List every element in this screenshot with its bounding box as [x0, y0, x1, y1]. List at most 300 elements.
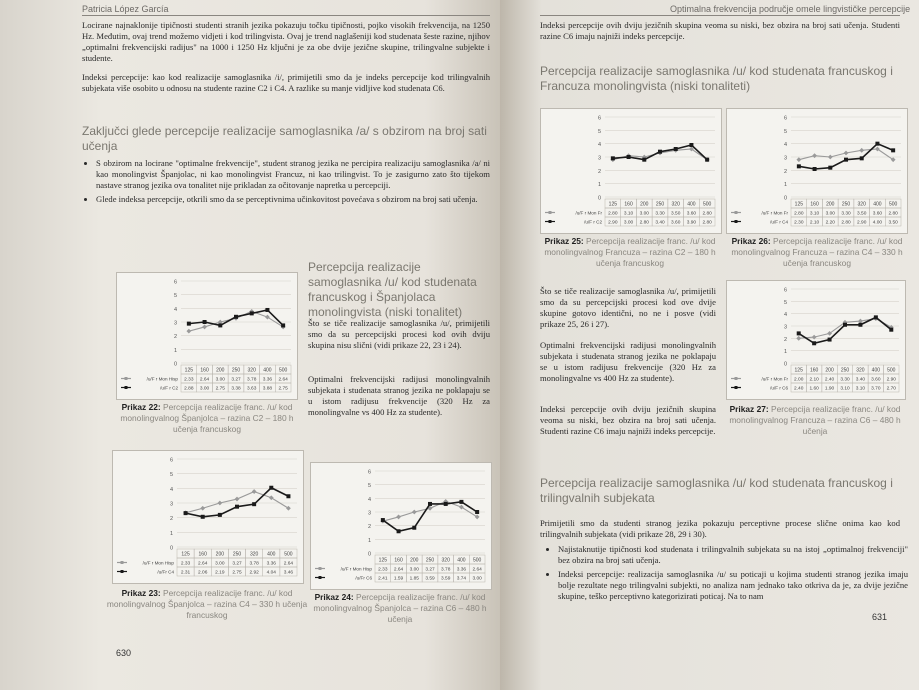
legend-entry: /u/F r Mon Hisp	[146, 376, 178, 382]
caption-label: Prikaz 23:	[121, 588, 161, 598]
y-tick-label: 3	[783, 324, 787, 331]
legend-marker	[319, 576, 322, 579]
data-point	[235, 505, 239, 509]
data-label: 2.40	[794, 386, 804, 392]
y-tick-label: 1	[783, 349, 787, 356]
data-point	[444, 502, 448, 506]
paragraph: Optimalni frekvencijski radijusi monolingvalnih subjekata i studenata stranog jezika ne poklapaju se u istom radijusu frekvencije (320 Hz za monolingvalne vs 400 Hz za studente).	[308, 374, 490, 417]
data-label: 3.10	[623, 211, 634, 217]
y-tick-label: 0	[597, 195, 601, 202]
data-point	[891, 148, 895, 152]
caption-text: Percepcija realizacije franc. /u/ kod monolingvalnog Francuza – razina C2 – 180 h učenja francuskog	[544, 236, 716, 268]
data-point	[889, 328, 893, 332]
data-label: 3.50	[888, 220, 898, 226]
data-point	[186, 329, 191, 334]
y-tick-label: 5	[597, 128, 601, 135]
legend-entry: /u/F r C2	[160, 385, 178, 391]
data-label: 3.60	[872, 211, 883, 217]
data-label: 3.00	[215, 561, 225, 567]
running-head: Patricia López García	[82, 4, 169, 14]
y-tick-label: 3	[367, 510, 371, 517]
y-tick-label: 1	[169, 530, 173, 537]
caption-text: Percepcija realizacije franc. /u/ kod monolingvalnog Francuza – razina C4 – 330 h učenja francuskog	[731, 236, 903, 268]
y-tick-label: 2	[173, 334, 177, 341]
x-tick-label: 200	[825, 367, 834, 374]
data-label: 2.64	[199, 377, 210, 383]
data-point	[611, 156, 615, 160]
data-label: 1.85	[409, 576, 419, 582]
data-point	[705, 158, 709, 162]
data-label: 2.88	[184, 386, 194, 392]
data-label: 2.75	[215, 386, 225, 392]
data-label: 3.63	[247, 386, 257, 392]
data-point	[265, 308, 269, 312]
data-label: 2.64	[393, 567, 404, 573]
data-label: 3.59	[425, 576, 435, 582]
legend-entry: /u/F r C6	[770, 385, 788, 391]
x-tick-label: 400	[263, 367, 272, 374]
y-tick-label: 5	[169, 472, 173, 479]
data-label: 3.36	[456, 567, 467, 573]
legend-marker	[121, 561, 124, 564]
data-point	[459, 500, 463, 504]
data-point	[203, 320, 207, 324]
data-point	[218, 323, 222, 327]
page-number: 631	[872, 612, 888, 622]
section-heading: Zaključci glede percepcije realizacije samoglasnika /a/ s obzirom na broj sati učenja	[82, 124, 487, 153]
running-head: Optimalna frekvencija područje omele lingvističke percepcije	[670, 4, 911, 14]
x-tick-label: 320	[857, 201, 866, 208]
figure-caption	[722, 404, 908, 437]
data-label: 3.78	[247, 377, 257, 383]
x-tick-label: 500	[472, 557, 482, 564]
x-tick-label: 320	[856, 367, 865, 374]
x-tick-label: 400	[457, 557, 466, 564]
y-tick-label: 5	[783, 128, 787, 135]
legend-marker	[735, 211, 738, 214]
data-label: 2.20	[825, 220, 835, 226]
x-tick-label: 200	[216, 367, 225, 374]
x-tick-label: 125	[608, 201, 618, 208]
chart-svg	[311, 463, 491, 589]
paragraph: Što se tiče realizacije samoglasnika /u/, primijetili smo da su percepcijski procesi kod ovih dviju skupina nisu slični (vidi prikaze 22, 23 i 24).	[308, 318, 490, 350]
data-point	[218, 513, 222, 517]
y-tick-label: 3	[597, 155, 601, 162]
data-point	[828, 155, 833, 160]
x-tick-label: 200	[410, 557, 419, 564]
data-label: 3.78	[249, 561, 259, 567]
x-tick-label: 200	[640, 201, 649, 208]
data-label: 3.00	[409, 567, 419, 573]
data-label: 2.80	[702, 220, 712, 226]
data-label: 3.27	[425, 567, 435, 573]
data-label: 3.36	[262, 377, 273, 383]
data-point	[813, 167, 817, 171]
legend-entry: /u/Fr C6	[355, 575, 372, 581]
x-tick-label: 250	[425, 557, 435, 564]
y-tick-label: 4	[783, 312, 787, 319]
x-tick-label: 125	[181, 551, 190, 558]
y-tick-label: 0	[783, 195, 787, 202]
data-point	[828, 166, 832, 170]
section-heading: Percepcija realizacije samoglasnika /u/ kod studenata francuskog i Francuza monolingvista (niski tonaliteti)	[540, 64, 893, 93]
data-label: 2.80	[702, 211, 712, 217]
data-label: 3.00	[472, 576, 482, 582]
data-point	[796, 157, 801, 162]
x-tick-label: 320	[247, 367, 256, 374]
y-tick-label: 5	[173, 293, 177, 300]
x-tick-label: 320	[249, 551, 259, 558]
data-point	[428, 502, 432, 506]
data-label: 3.88	[262, 386, 273, 392]
x-tick-label: 500	[702, 201, 712, 208]
data-label: 1.90	[824, 386, 835, 392]
data-label: 3.40	[655, 220, 665, 226]
right-page	[500, 0, 919, 690]
data-point	[689, 143, 693, 147]
y-tick-label: 2	[783, 336, 787, 343]
legend-marker	[125, 386, 128, 389]
data-point	[844, 158, 848, 162]
caption-label: Prikaz 25:	[544, 236, 584, 246]
legend-marker	[549, 211, 552, 214]
x-tick-label: 160	[809, 367, 819, 374]
y-tick-label: 6	[783, 287, 787, 294]
data-label: 2.33	[184, 377, 194, 383]
data-label: 2.80	[888, 211, 898, 217]
section-heading: Percepcija realizacije samoglasnika /u/ kod studenata francuskog i trilingvalnih subjekata	[540, 476, 893, 505]
chart-svg	[727, 109, 907, 233]
x-tick-label: 160	[200, 367, 209, 374]
data-point	[250, 311, 254, 315]
y-tick-label: 6	[173, 279, 177, 286]
list-item: • Glede indeksa percepcije, otkrili smo da se perceptivnima učinkovitost povećava s obzirom na broj sati učenja.	[96, 194, 490, 205]
data-label: 3.30	[841, 211, 851, 217]
data-point	[217, 501, 222, 506]
legend-marker	[125, 377, 128, 380]
data-point	[397, 529, 401, 533]
data-label: 3.00	[199, 386, 210, 392]
legend-entry: /u/F r Mon Fr	[761, 210, 788, 216]
data-label: 3.60	[671, 220, 681, 226]
x-tick-label: 125	[378, 557, 388, 564]
paragraph: Primijetili smo da studenti stranog jezika pokazuju perceptivne procese slične onima kao kod trilingvalnih subjekata (vidi prikaze 28, 29 i 30).	[540, 518, 900, 539]
data-label: 2.80	[794, 211, 804, 217]
y-tick-label: 0	[367, 551, 371, 558]
y-tick-label: 6	[597, 115, 601, 122]
data-label: 2.80	[639, 220, 649, 226]
line-chart-23	[112, 450, 304, 584]
data-label: 3.00	[825, 211, 835, 217]
caption-text: Percepcija realizacije franc. /u/ kod monolingvalnog Španjolca – razina C6 – 480 h učenja	[313, 592, 487, 624]
data-point	[412, 526, 416, 530]
legend-marker	[121, 570, 124, 573]
legend-entry: /u/F r Mon Fr	[575, 210, 602, 216]
y-tick-label: 0	[169, 545, 173, 552]
data-label: 2.75	[278, 386, 288, 392]
x-tick-label: 320	[671, 201, 680, 208]
x-tick-label: 500	[887, 367, 896, 374]
section-heading: Percepcija realizacije samoglasnika /u/ kod studenata francuskog i Španjolaca monolingvista (niski tonalitet)	[308, 260, 477, 319]
data-point	[201, 515, 205, 519]
data-point	[252, 502, 256, 506]
data-point	[658, 150, 662, 154]
x-tick-label: 500	[278, 367, 288, 374]
data-label: 2.10	[809, 377, 819, 383]
data-label: 3.27	[232, 561, 242, 567]
data-label: 3.10	[840, 386, 850, 392]
data-point	[235, 497, 240, 502]
bullet-list	[544, 544, 908, 605]
data-label: 2.19	[215, 570, 225, 576]
y-tick-label: 3	[169, 501, 173, 508]
legend-entry: /u/F r Mon Hisp	[340, 566, 372, 572]
figure-caption	[724, 236, 910, 269]
y-tick-label: 5	[367, 483, 371, 490]
data-label: 2.06	[198, 570, 208, 576]
data-point	[184, 511, 188, 515]
caption-text: Percepcija realizacije franc. /u/ kod monolingvalnog Francuza – razina C6 – 480 h učenja	[729, 404, 901, 436]
legend-marker	[735, 386, 738, 389]
caption-text: Percepcija realizacije franc. /u/ kod monolingvalnog Španjolca – razina C2 – 180 h učenja francuskog	[120, 402, 294, 434]
data-label: 3.00	[215, 377, 225, 383]
legend-entry: /u/F r Mon Fr	[761, 376, 788, 382]
data-point	[674, 147, 678, 151]
data-label: 2.90	[608, 220, 618, 226]
y-tick-label: 0	[783, 361, 787, 368]
chart-svg	[113, 451, 303, 583]
figure-caption	[104, 588, 310, 621]
x-tick-label: 160	[394, 557, 403, 564]
y-tick-label: 3	[783, 155, 787, 162]
chart-svg	[727, 281, 905, 399]
data-point	[797, 331, 801, 335]
data-label: 2.92	[249, 570, 259, 576]
data-label: 1.60	[809, 386, 819, 392]
data-label: 2.33	[378, 567, 388, 573]
data-point	[859, 148, 864, 153]
list-item: • Indeksi percepcije: realizacija samoglasnika /u/ su poticaji u kojima studenti stranog jezika imaju bolje rezultate nego trilingvalni subjekti, no analiza nam jednako tako otkriva da je, za dvije jezične skupine, teško perceptivno kategorizirati poticaj. Na to nam	[558, 569, 908, 602]
caption-text: Percepcija realizacije franc. /u/ kod monolingvalnog Španjolca – razina C4 – 330 h učenja francuskog	[106, 588, 308, 620]
legend-marker	[735, 377, 738, 380]
x-tick-label: 320	[441, 557, 450, 564]
line-chart-26	[726, 108, 908, 234]
y-tick-label: 6	[367, 469, 371, 476]
y-tick-label: 1	[367, 537, 371, 544]
data-label: 2.33	[180, 561, 191, 567]
data-label: 3.60	[871, 377, 881, 383]
data-label: 3.30	[840, 377, 850, 383]
data-point	[797, 164, 801, 168]
data-label: 2.64	[283, 561, 294, 567]
legend-entry: /u/F r C2	[584, 219, 602, 225]
line-chart-22	[116, 272, 298, 400]
bullet-list	[82, 158, 490, 208]
data-point	[475, 510, 479, 514]
data-point	[396, 515, 401, 520]
paragraph: Optimalni frekvencijski radijusi monolingvalnih subjekata i studenata stranog jezika ne poklapaju se u istom radijusu frekvencije (320 Hz za monolingvalne vs 400 Hz za studente).	[540, 340, 716, 383]
data-label: 3.36	[266, 561, 276, 567]
y-tick-label: 4	[367, 496, 371, 503]
data-label: 3.38	[231, 386, 241, 392]
data-point	[858, 323, 862, 327]
data-label: 3.90	[686, 220, 697, 226]
data-point	[269, 486, 273, 490]
y-tick-label: 6	[169, 457, 173, 464]
list-item: • S obzirom na locirane "optimalne frekvencije", student stranog jezika ne percipira realizaciju samoglasnika /a/ ni kao monolingvist Španjolac, ni kao monolingvist Francuz, ni kao trilingvist. To je zasigurno zato što tijekom nastave stranog jezika ova tonalitet nije prikladan za očitovanje napretka u percepciji.	[96, 158, 490, 191]
series-line	[186, 492, 289, 513]
data-label: 3.78	[441, 567, 451, 573]
line-chart-27	[726, 280, 906, 400]
x-tick-label: 200	[215, 551, 225, 558]
y-tick-label: 1	[597, 182, 601, 189]
data-point	[202, 325, 207, 330]
data-label: 3.10	[809, 211, 820, 217]
x-tick-label: 160	[624, 201, 633, 208]
data-point	[796, 336, 801, 341]
data-label: 3.50	[671, 211, 681, 217]
data-point	[281, 323, 285, 327]
data-point	[234, 315, 238, 319]
y-tick-label: 2	[597, 168, 601, 175]
y-tick-label: 6	[783, 115, 787, 122]
chart-svg	[541, 109, 721, 233]
y-tick-label: 2	[169, 516, 173, 523]
data-label: 2.64	[198, 561, 208, 567]
y-tick-label: 2	[783, 168, 787, 175]
data-point	[187, 322, 191, 326]
x-tick-label: 400	[267, 551, 276, 558]
line-chart-24	[310, 462, 492, 590]
data-label: 4.00	[872, 220, 883, 226]
data-point	[812, 335, 817, 340]
data-label: 2.90	[857, 220, 867, 226]
x-tick-label: 125	[794, 367, 803, 374]
y-tick-label: 3	[173, 320, 177, 327]
legend-marker	[549, 220, 552, 223]
data-label: 2.80	[841, 220, 851, 226]
y-tick-label: 1	[173, 347, 177, 354]
x-tick-label: 400	[871, 367, 881, 374]
data-point	[843, 323, 847, 327]
line-chart-25	[540, 108, 722, 234]
data-label: 3.40	[855, 377, 866, 383]
data-label: 3.60	[686, 211, 697, 217]
figure-caption	[536, 236, 724, 269]
data-label: 2.64	[472, 567, 482, 573]
caption-label: Prikaz 22:	[121, 402, 161, 412]
data-point	[875, 142, 879, 146]
data-label: 2.00	[794, 377, 804, 383]
data-label: 3.74	[456, 576, 467, 582]
caption-label: Prikaz 24:	[314, 592, 354, 602]
x-tick-label: 200	[826, 201, 835, 208]
legend-entry: /u/F r C4	[770, 219, 788, 225]
legend-entry: /u/Fr C4	[157, 569, 174, 575]
y-tick-label: 2	[367, 524, 371, 531]
data-label: 3.00	[623, 220, 634, 226]
data-label: 3.50	[857, 211, 867, 217]
data-label: 2.75	[232, 570, 242, 576]
data-label: 2.41	[378, 576, 388, 582]
data-label: 3.70	[871, 386, 881, 392]
data-point	[874, 315, 878, 319]
y-tick-label: 0	[173, 361, 177, 368]
data-point	[812, 341, 816, 345]
data-label: 3.10	[855, 386, 866, 392]
data-label: 2.31	[180, 570, 191, 576]
y-tick-label: 4	[597, 142, 601, 149]
x-tick-label: 160	[198, 551, 207, 558]
data-label: 2.40	[824, 377, 835, 383]
data-point	[828, 338, 832, 342]
x-tick-label: 400	[687, 201, 696, 208]
data-point	[252, 489, 257, 494]
y-tick-label: 1	[783, 182, 787, 189]
data-label: 3.30	[655, 211, 665, 217]
x-tick-label: 250	[655, 201, 665, 208]
paragraph: Indeksi percepcije ovih dviju jezičnih skupina veoma su niski, bez obzira na broj sati učenja. Studenti razine C6 imaju najniži indeks percepcije.	[540, 20, 900, 41]
header-rule	[82, 15, 490, 16]
figure-caption	[112, 402, 302, 435]
y-tick-label: 4	[169, 486, 173, 493]
x-tick-label: 125	[184, 367, 194, 374]
legend-marker	[735, 220, 738, 223]
chart-svg	[117, 273, 297, 399]
x-tick-label: 500	[888, 201, 898, 208]
paragraph: Indeksi percepcije ovih dviju jezičnih skupina veoma su niski, bez obzira na broj sati učenja. Studenti razine C6 imaju najniži indeks percepcije.	[540, 404, 716, 436]
paragraph: Locirane najnaklonije tipičnosti studenti stranih jezika pokazuju točku tipičnosti, pojko visokih frekvencija, na 1250 Hz. Međutim, ovaj trend možemo vidjeti i kod trilingvista. Ovaj je trend naglašeniji kod studenata šeste razine, njihov „optimalni frekvencijski radijus" na 1000 i 1250 Hz ključni je za obe dvije jezične skupine, trilingvalne subjekte i studente.	[82, 20, 490, 63]
data-label: 2.30	[794, 220, 804, 226]
data-label: 2.64	[278, 377, 288, 383]
data-label: 2.70	[886, 386, 896, 392]
data-label: 1.59	[393, 576, 404, 582]
list-item: • Najistaknutije tipičnosti kod studenata i trilingvalnih subjekata su na istoj „optimalnoj frekvenciji" bez obzira na broj sati učenja.	[558, 544, 908, 566]
data-label: 2.10	[809, 220, 820, 226]
x-tick-label: 160	[810, 201, 819, 208]
x-tick-label: 500	[284, 551, 293, 558]
data-label: 3.59	[441, 576, 451, 582]
y-tick-label: 4	[173, 306, 177, 313]
paragraph: Što se tiče realizacije samoglasnika /u/, primijetili smo da su percepcijski procesi kod ove dvije skupine gotovo identični, no ne i posve (vidi prikaze 25, 26 i 27).	[540, 286, 716, 329]
data-point	[627, 155, 631, 159]
data-point	[844, 151, 849, 156]
x-tick-label: 250	[840, 367, 850, 374]
x-tick-label: 250	[841, 201, 851, 208]
x-tick-label: 400	[873, 201, 882, 208]
data-point	[642, 158, 646, 162]
data-label: 2.80	[608, 211, 618, 217]
x-tick-label: 250	[232, 551, 242, 558]
data-point	[812, 153, 817, 158]
data-point	[286, 494, 290, 498]
data-point	[858, 319, 863, 324]
series-line	[186, 488, 289, 517]
caption-label: Prikaz 27:	[729, 404, 769, 414]
legend-marker	[319, 567, 322, 570]
header-rule	[540, 15, 900, 16]
y-tick-label: 5	[783, 299, 787, 306]
data-point	[412, 510, 417, 515]
x-tick-label: 125	[794, 201, 804, 208]
page-number: 630	[116, 648, 132, 658]
paragraph: Indeksi percepcije: kao kod realizacije samoglasnika /i/, primijetili smo da je indeks percepcije kod trilingvalnih subjekata više osobito u odnosu na studente razine C2 i C4. A razlike su manje vidljive kod studenata C6.	[82, 72, 490, 93]
caption-label: Prikaz 26:	[731, 236, 771, 246]
figure-caption	[306, 592, 494, 625]
data-label: 3.00	[639, 211, 649, 217]
data-label: 3.46	[283, 570, 294, 576]
data-label: 3.27	[231, 377, 241, 383]
